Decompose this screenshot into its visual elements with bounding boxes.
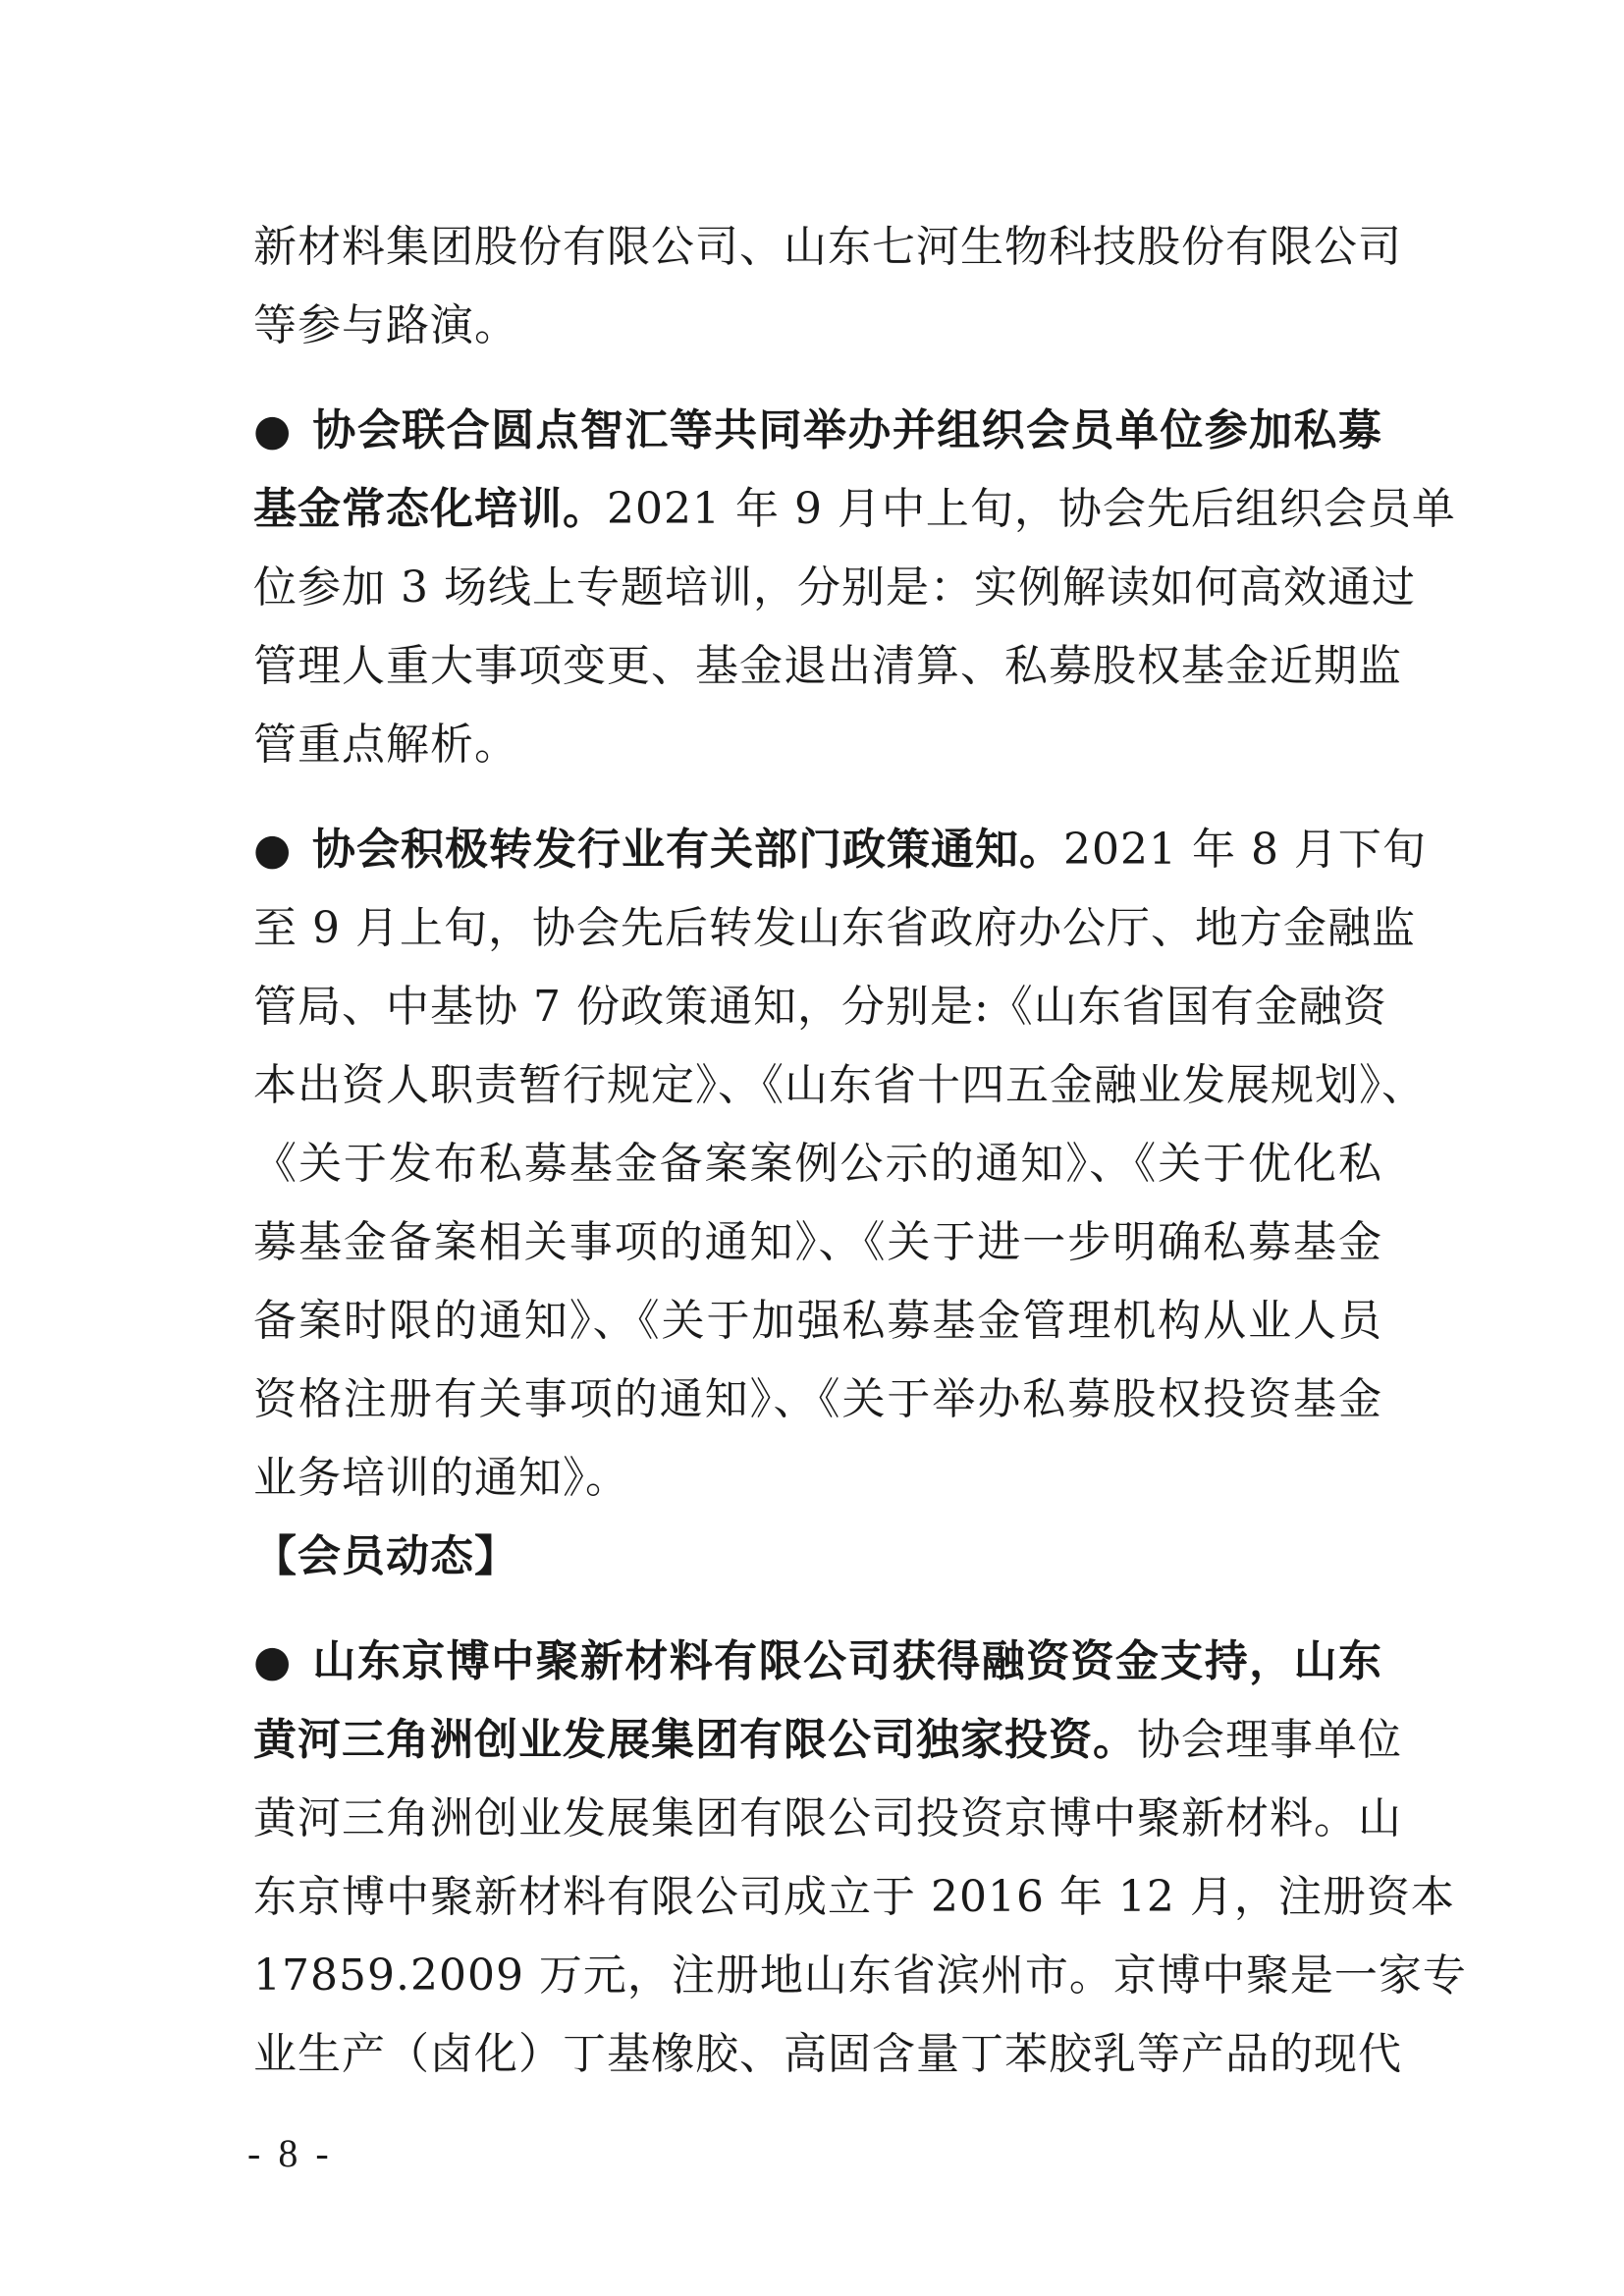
text-line: 业务培训的通知》。 (253, 1453, 629, 1503)
body-text: 协会理事单位 (1137, 1715, 1402, 1765)
paragraph-policy-notices (253, 811, 1427, 1518)
paragraph-heading-line (253, 392, 1382, 470)
text-line: 17859.2009 万元，注册地山东省滨州市。京博中聚是一家专 (253, 1950, 1467, 2001)
text-line: 备案时限的通知》、《关于加强私募基金管理机构从业人员 (253, 1296, 1382, 1346)
text-line (253, 811, 1427, 889)
text-line: 业生产（卤化）丁基橡胶、高固含量丁苯胶乳等产品的现代 (253, 2029, 1402, 2079)
text-line: 管局、中基协 7 份政策通知，分别是:《山东省国有金融资 (253, 982, 1387, 1032)
text-line: 资格注册有关事项的通知》、《关于举办私募股权投资基金 (253, 1374, 1382, 1424)
text-line: 本出资人职责暂行规定》、《山东省十四五金融业发展规划》、 (253, 1060, 1426, 1110)
text-line (253, 1701, 1402, 1780)
text-line: 至 9 月上旬，协会先后转发山东省政府办公厅、地方金融监 (253, 903, 1416, 953)
text-line: 《关于发布私募基金备案案例公示的通知》、《关于优化私 (253, 1139, 1382, 1189)
section-title: 【会员动态】 (253, 1531, 518, 1581)
paragraph-member-news (253, 1623, 1467, 2094)
bullet-icon: ● (253, 825, 293, 875)
heading-text: 山东京博中聚新材料有限公司获得融资资金支持，山东 (312, 1636, 1382, 1686)
paragraph-heading-line (253, 1623, 1382, 1701)
text-line: 黄河三角洲创业发展集团有限公司投资京博中聚新材料。山 (253, 1793, 1402, 1843)
bullet-icon: ● (253, 405, 293, 455)
text-line: 新材料集团股份有限公司、山东七河生物科技股份有限公司 (253, 222, 1402, 272)
body-text: 2021 年 8 月下旬 (1063, 825, 1427, 875)
text-line: 东京博中聚新材料有限公司成立于 2016 年 12 月，注册资本 (253, 1872, 1455, 1922)
heading-text: 黄河三角洲创业发展集团有限公司独家投资。 (253, 1715, 1137, 1765)
text-line (253, 470, 1456, 549)
body-text: 2021 年 9 月中上旬，协会先后组织会员单 (607, 484, 1456, 534)
text-line: 管理人重大事项变更、基金退出清算、私募股权基金近期监 (253, 641, 1402, 691)
paragraph-training (253, 392, 1456, 784)
page-number: - 8 - (247, 2131, 333, 2175)
document-body (253, 208, 1467, 2094)
heading-text: 协会联合圆点智汇等共同举办并组织会员单位参加私募 (312, 405, 1382, 455)
bullet-icon: ● (253, 1636, 293, 1686)
heading-text: 协会积极转发行业有关部门政策通知。 (312, 825, 1063, 875)
text-line: 位参加 3 场线上专题培训，分别是：实例解读如何高效通过 (253, 562, 1416, 613)
text-line: 募基金备案相关事项的通知》、《关于进一步明确私募基金 (253, 1217, 1382, 1267)
heading-text: 基金常态化培训。 (253, 484, 607, 534)
text-line: 管重点解析。 (253, 720, 518, 770)
text-line: 等参与路演。 (253, 300, 518, 350)
paragraph-roadshow (253, 208, 1402, 365)
